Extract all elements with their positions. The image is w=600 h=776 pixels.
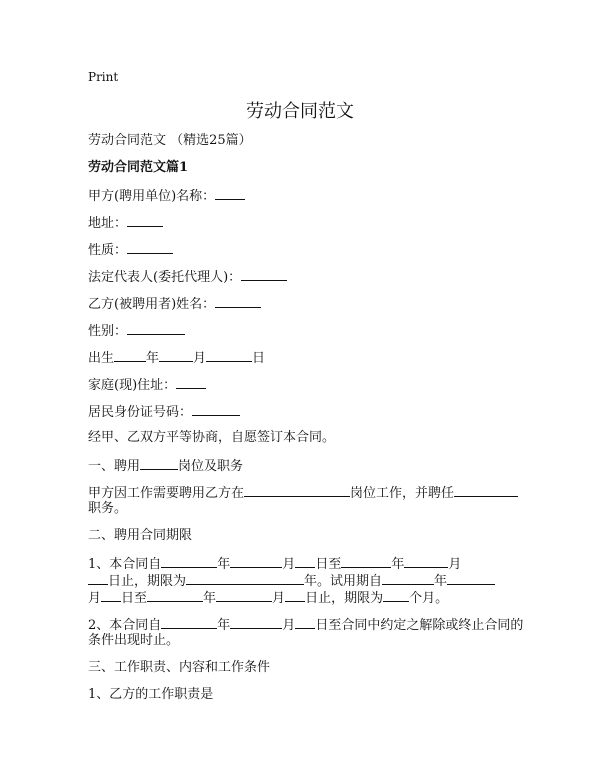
text: 年 xyxy=(434,574,448,589)
text: 月 xyxy=(448,557,462,572)
text: 日至合同中约定之解除或终止合同的 xyxy=(315,618,524,633)
party-b-label: 乙方(被聘用者)姓名： xyxy=(88,297,216,312)
text: 年 xyxy=(217,618,231,633)
text: 岗位工作，并聘任 xyxy=(350,486,455,501)
blank xyxy=(215,186,245,200)
year-text: 年 xyxy=(146,351,160,366)
clause-1-line-3 xyxy=(88,588,448,608)
address-label: 地址： xyxy=(88,216,128,231)
text: 年 xyxy=(217,557,231,572)
home-address-line xyxy=(88,375,206,395)
id-number-line xyxy=(88,402,240,422)
blank xyxy=(341,554,391,568)
section-1-text xyxy=(88,483,518,503)
text: 月 xyxy=(282,618,296,633)
clause-2-line-2: 条件出现时止。 xyxy=(88,633,180,648)
birth-label: 出生 xyxy=(88,351,115,366)
blank xyxy=(127,213,163,227)
blank xyxy=(88,571,108,585)
text: 年 xyxy=(391,557,405,572)
blank xyxy=(206,348,252,362)
text: 日至 xyxy=(121,591,148,606)
blank xyxy=(161,554,217,568)
text: 2、本合同自 xyxy=(88,618,162,633)
section-title: 劳动合同范文篇1 xyxy=(88,160,189,175)
party-b-line xyxy=(88,294,261,314)
legal-rep-label: 法定代表人(委托代理人)： xyxy=(88,270,242,285)
section-1-text-cont: 职务。 xyxy=(88,501,128,516)
blank xyxy=(161,615,217,629)
text: 日止，期限为 xyxy=(305,591,384,606)
section-1-prefix: 一、聘用 xyxy=(88,459,141,474)
section-1-suffix: 岗位及职务 xyxy=(178,459,244,474)
document-subtitle: 劳动合同范文 （精选25篇） xyxy=(88,133,252,148)
blank xyxy=(285,588,305,602)
gender-line xyxy=(88,321,185,341)
text: 日至 xyxy=(315,557,342,572)
agreement-text: 经甲、乙双方平等协商，自愿签订本合同。 xyxy=(88,430,336,445)
blank xyxy=(186,571,304,585)
document-title: 劳动合同范文 xyxy=(246,101,354,122)
item-1-text: 1、乙方的工作职责是 xyxy=(88,687,214,702)
gender-label: 性别： xyxy=(88,324,128,339)
blank xyxy=(147,588,203,602)
text: 年 xyxy=(203,591,217,606)
blank xyxy=(230,615,282,629)
birth-line xyxy=(88,348,265,368)
section-2-title: 二、聘用合同期限 xyxy=(88,528,193,543)
text: 年。试用期自 xyxy=(304,574,383,589)
blank xyxy=(383,588,409,602)
print-label: Print xyxy=(88,70,119,84)
blank xyxy=(127,321,185,335)
text: 月 xyxy=(88,591,102,606)
blank xyxy=(192,402,240,416)
home-address-label: 家庭(现)住址： xyxy=(88,378,177,393)
section-1-title xyxy=(88,456,243,476)
text: 月 xyxy=(272,591,286,606)
blank xyxy=(159,348,193,362)
party-a-label: 甲方(聘用单位)名称： xyxy=(88,189,216,204)
nature-label: 性质： xyxy=(88,243,128,258)
id-number-label: 居民身份证号码： xyxy=(88,405,193,420)
legal-rep-line xyxy=(88,267,287,287)
blank xyxy=(241,267,287,281)
month-text: 月 xyxy=(193,351,207,366)
blank xyxy=(295,554,315,568)
blank xyxy=(176,375,206,389)
blank xyxy=(140,456,178,470)
blank xyxy=(215,294,261,308)
section-3-title: 三、工作职责、内容和工作条件 xyxy=(88,660,271,675)
blank xyxy=(127,240,173,254)
blank xyxy=(101,588,121,602)
address-line xyxy=(88,213,163,233)
blank xyxy=(447,571,495,585)
party-a-line xyxy=(88,186,245,206)
text: 甲方因工作需要聘用乙方在 xyxy=(88,486,245,501)
text: 月 xyxy=(282,557,296,572)
blank xyxy=(216,588,272,602)
blank xyxy=(295,615,315,629)
text: 个月。 xyxy=(409,591,449,606)
blank xyxy=(244,483,350,497)
blank xyxy=(404,554,448,568)
nature-line xyxy=(88,240,173,260)
text: 日止，期限为 xyxy=(108,574,187,589)
text: 1、本合同自 xyxy=(88,557,162,572)
blank xyxy=(382,571,434,585)
blank xyxy=(230,554,282,568)
blank xyxy=(114,348,146,362)
blank xyxy=(454,483,518,497)
day-text: 日 xyxy=(252,351,266,366)
